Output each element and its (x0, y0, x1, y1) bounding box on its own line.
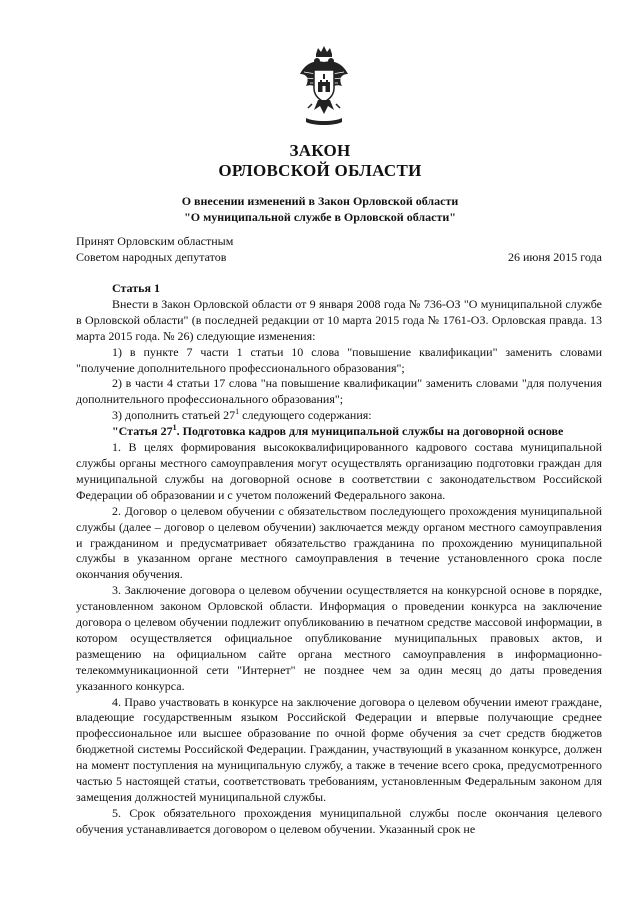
article-1-heading: Статья 1 (112, 281, 160, 295)
amendment-item-1: 1) в пункте 7 части 1 статьи 10 слова "повышение квалификации" заменить словами "получение дополнительного профессионального образования"; (76, 344, 602, 375)
law-subject-line2: "О муниципальной службе в Орловской области" (184, 210, 456, 224)
article-27-1-heading-prefix: "Статья 27 (112, 424, 173, 439)
region-title: ОРЛОВСКОЙ ОБЛАСТИ (218, 161, 422, 180)
adoption-line1: Принят Орловским областным (76, 234, 234, 248)
law-subject-line1: О внесении изменений в Закон Орловской области (181, 194, 459, 208)
article-27-1-paragraph-5: 5. Срок обязательного прохождения муниципальной службы после окончания целевого обучения устанавливается договором о целевом обучении. Указанный срок не (76, 805, 602, 836)
article-27-1-superscript: 1 (172, 423, 177, 433)
adoption-date: 26 июня 2015 года (507, 250, 602, 264)
amendment-item-2: 2) в части 4 статьи 17 слова "на повышение квалификации" заменить словами "для получения дополнительного профессионального образования"; (76, 376, 602, 407)
article-number-superscript: 1 (235, 407, 240, 417)
law-body (76, 281, 602, 838)
adoption-block (76, 233, 233, 265)
article-27-1-paragraph-2: 2. Договор о целевом обучении с обязательством последующего прохождения муниципальной службы (далее – договор о целевом обучении) заключается между органом местного самоуправления и гражданином и предусматривает обязательство гражданина по прохождению муниципальной службы в указанном органе местного самоуправления в течение установленного срока после окончания обучения. (76, 503, 602, 582)
law-title: ЗАКОН (289, 141, 351, 160)
adoption-line2: Советом народных депутатов (76, 250, 227, 264)
article-27-1-paragraph-4: 4. Право участвовать в конкурсе на заключение договора о целевом обучении имеют граждане, владеющие государственным языком Российской Федерации и впервые получающие среднее профессиональное или высшее образование по очной форме обучения за счет средств бюджетов бюджетной системы Российской Федерации. Гражданин, участвующий в указанном конкурсе, должен на момент поступления на муниципальную службу, а также в течение всего срока, предусмотренного частью 5 настоящей статьи, соответствовать требованиям, установленным Федеральным законом для замещения должностей муниципальной службы. (76, 694, 602, 804)
article-1-intro: Внести в Закон Орловской области от 9 января 2008 года № 736-ОЗ "О муниципальной службе в Орловской области" (в последней редакции от 10 марта 2015 года № 1761-ОЗ. Орловская правда. 13 марта 2015 года. № 26) следующие изменения: (76, 296, 602, 343)
article-27-1-heading (76, 424, 602, 440)
amendment-item-3-tail: следующего содержания: (239, 408, 372, 423)
article-27-1-paragraph-1: 1. В целях формирования высококвалифицированного кадрового состава муниципальной службы органы местного самоуправления могут осуществлять организацию подготовки граждан для муниципальной службы на договорной основе в соответствии с законодательством Российской Федерации об образовании и с учетом положений Федерального закона. (76, 440, 602, 502)
article-27-1-heading-title: . Подготовка кадров для муниципальной службы на договорной основе (176, 424, 564, 439)
amendment-item-3-text: 3) дополнить статьей 27 (112, 408, 236, 423)
article-27-1-paragraph-3: 3. Заключение договора о целевом обучении осуществляется на конкурсной основе в порядке, установленном законом Орловской области. Информация о проведении конкурса на заключение договора о целевом обучении подлежит опубликованию в печатном средстве массовой информации, в котором осуществляется официальное опубликование муниципальных правовых актов, и размещению на официальном сайте органа местного самоуправления в информационно-телекоммуникационной сети "Интернет" не позднее чем за один месяц до даты проведения указанного конкурса. (76, 583, 602, 693)
coat-of-arms-icon (298, 44, 350, 130)
amendment-item-3 (76, 408, 602, 424)
